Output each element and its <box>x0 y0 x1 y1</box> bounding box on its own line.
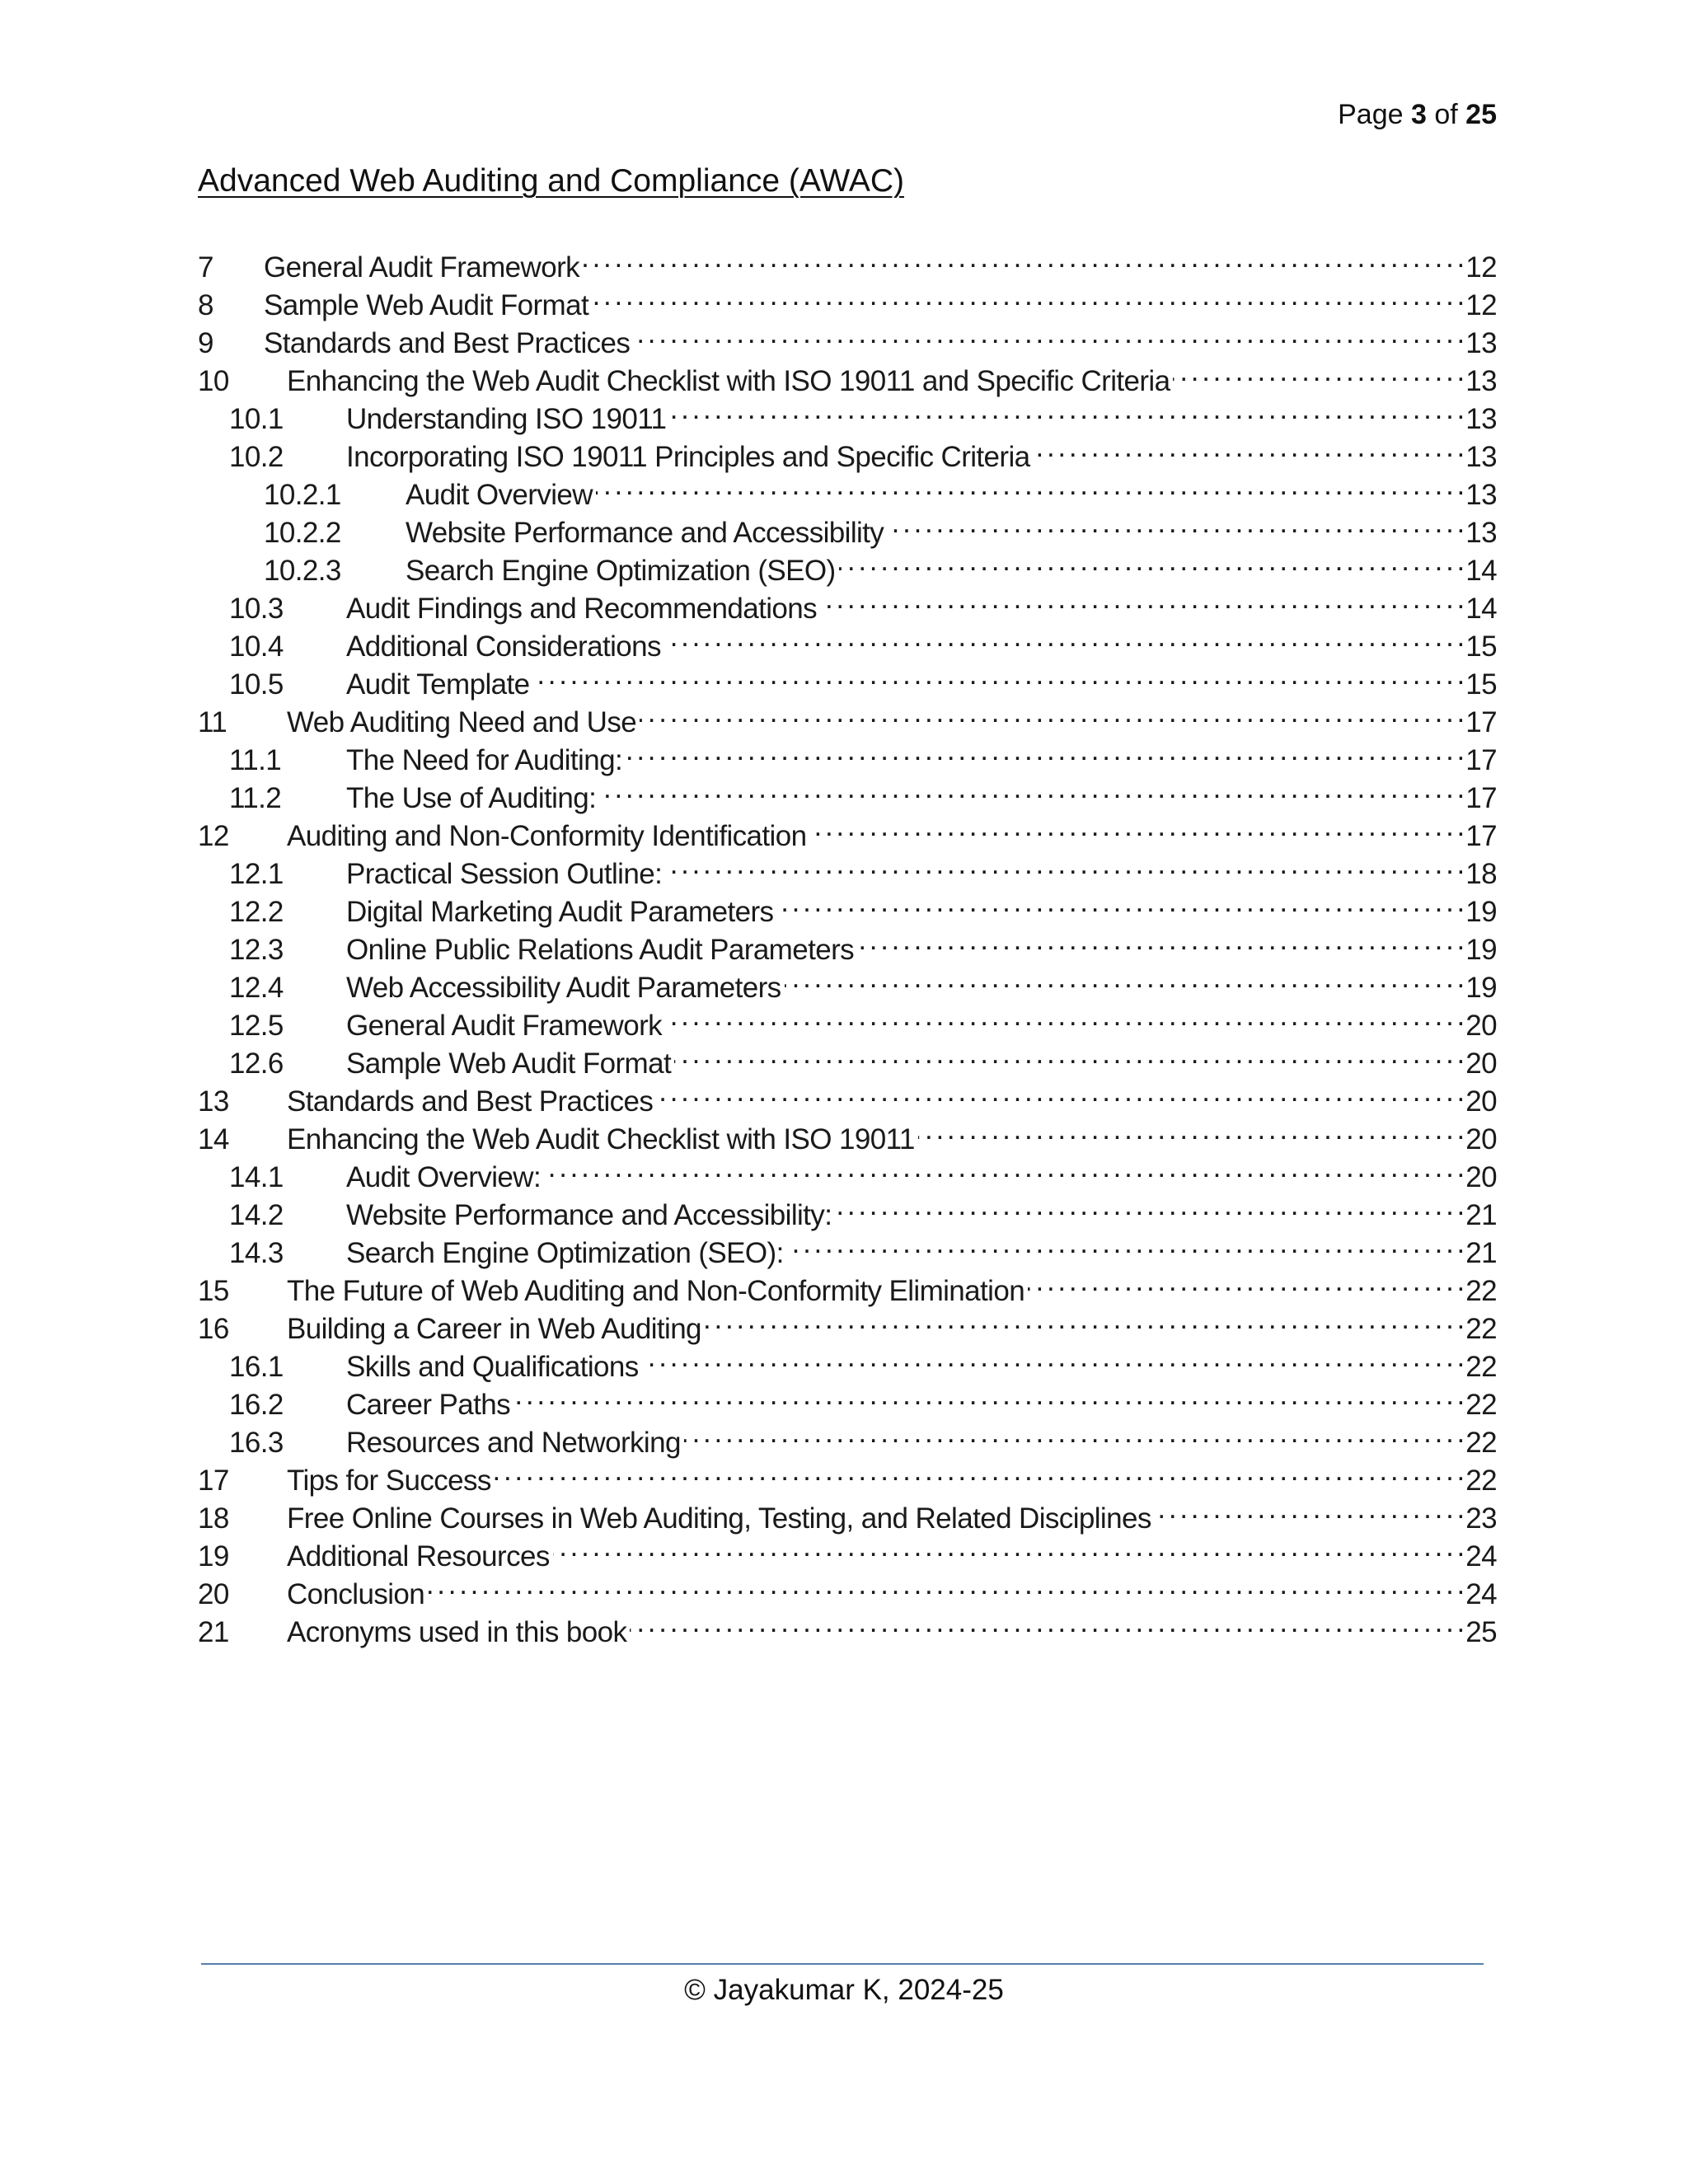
toc-entry-page: 20 <box>1465 1010 1497 1042</box>
toc-entry-title: The Need for Auditing: <box>346 744 623 776</box>
toc-entry-page: 20 <box>1465 1047 1497 1080</box>
toc-dot-leader <box>1155 1490 1463 1528</box>
toc-dot-leader <box>665 846 1462 883</box>
toc-dot-leader <box>664 618 1462 656</box>
toc-entry-title: Building a Career in Web Auditing <box>287 1313 701 1345</box>
toc-entry-title: Tips for Success <box>287 1465 491 1497</box>
toc-entry-page: 22 <box>1465 1351 1497 1383</box>
toc-dot-leader <box>633 315 1462 353</box>
toc-dot-leader <box>656 1073 1462 1111</box>
toc-dot-leader <box>857 921 1462 959</box>
toc-entry-page: 19 <box>1465 896 1497 928</box>
toc-entry-page: 20 <box>1465 1123 1497 1155</box>
toc-entry-title: General Audit Framework <box>346 1010 663 1042</box>
toc-dot-leader <box>495 1452 1462 1490</box>
toc-entry[interactable] <box>198 1035 1497 1080</box>
toc-entry-title: Audit Overview <box>406 479 593 511</box>
toc-entry-title: Free Online Courses in Web Auditing, Testing, and Related Disciplines <box>287 1502 1151 1535</box>
toc-entry-page: 24 <box>1465 1578 1497 1610</box>
toc-entry-number: 21 <box>198 1616 229 1648</box>
toc-entry[interactable] <box>198 1566 1497 1610</box>
toc-entry-number: 20 <box>198 1578 229 1610</box>
toc-entry[interactable] <box>198 997 1497 1042</box>
toc-entry[interactable] <box>198 1149 1497 1193</box>
toc-entry-page: 13 <box>1465 327 1497 359</box>
toc-entry[interactable] <box>198 239 1497 284</box>
toc-entry-page: 21 <box>1465 1199 1497 1231</box>
toc-entry-title: Practical Session Outline: <box>346 858 663 890</box>
toc-dot-leader <box>665 997 1462 1035</box>
toc-entry-page: 18 <box>1465 858 1497 890</box>
toc-entry-number: 10.2.3 <box>264 555 341 587</box>
toc-entry-title: Understanding ISO 19011 <box>346 403 667 435</box>
toc-entry-number: 12.2 <box>229 896 284 928</box>
toc-entry[interactable] <box>198 618 1497 663</box>
toc-dot-leader <box>630 1604 1462 1642</box>
toc-entry-number: 9 <box>198 327 213 359</box>
toc-entry-page: 17 <box>1465 744 1497 776</box>
toc-entry[interactable] <box>198 808 1497 852</box>
toc-entry-title: Audit Findings and Recommendations <box>346 593 818 625</box>
toc-dot-leader <box>787 1225 1463 1263</box>
toc-dot-leader <box>596 466 1462 504</box>
toc-entry-page: 13 <box>1465 403 1497 435</box>
toc-dot-leader <box>809 808 1462 846</box>
toc-entry-page: 23 <box>1465 1502 1497 1535</box>
toc-entry-page: 17 <box>1465 820 1497 852</box>
page-label: Page <box>1338 99 1404 130</box>
toc-entry-title: Audit Overview: <box>346 1161 542 1193</box>
toc-entry[interactable] <box>198 732 1497 776</box>
document-title: Advanced Web Auditing and Compliance (AWAC) <box>198 163 904 199</box>
toc-entry-number: 11 <box>198 706 227 738</box>
toc-entry-number: 16.2 <box>229 1389 284 1421</box>
toc-entry-number: 10.1 <box>229 403 284 435</box>
toc-entry-title: Search Engine Optimization (SEO): <box>346 1237 784 1269</box>
toc-entry-title: Career Paths <box>346 1389 511 1421</box>
toc-entry-page: 22 <box>1465 1427 1497 1459</box>
toc-entry-number: 12.5 <box>229 1010 284 1042</box>
page-current: 3 <box>1410 99 1427 130</box>
toc-dot-leader <box>674 1035 1462 1073</box>
toc-entry-number: 11.1 <box>229 744 282 776</box>
toc-entry-number: 12 <box>198 820 229 852</box>
toc-dot-leader <box>1034 429 1463 466</box>
toc-entry-page: 20 <box>1465 1085 1497 1118</box>
toc-entry-page: 14 <box>1465 555 1497 587</box>
toc-entry-title: Digital Marketing Audit Parameters <box>346 896 774 928</box>
toc-entry-number: 10.2.2 <box>264 517 341 549</box>
toc-entry[interactable] <box>198 1225 1497 1269</box>
toc-entry-number: 8 <box>198 289 213 321</box>
toc-entry-title: Web Accessibility Audit Parameters <box>346 972 781 1004</box>
toc-dot-leader <box>835 1187 1462 1225</box>
toc-entry[interactable] <box>198 921 1497 966</box>
toc-entry-title: Enhancing the Web Audit Checklist with ISO 19011 <box>287 1123 915 1155</box>
toc-entry-title: Resources and Networking <box>346 1427 681 1459</box>
footer-copyright: © Jayakumar K, 2024-25 <box>684 1974 1004 2006</box>
toc-entry-number: 15 <box>198 1275 229 1307</box>
toc-entry-page: 13 <box>1465 441 1497 473</box>
toc-entry[interactable] <box>198 656 1497 701</box>
toc-entry-number: 16.1 <box>229 1351 284 1383</box>
toc-entry[interactable] <box>198 1528 1497 1572</box>
toc-dot-leader <box>785 959 1463 997</box>
toc-dot-leader <box>599 770 1462 808</box>
toc-entry-title: Conclusion <box>287 1578 425 1610</box>
toc-entry-title: Incorporating ISO 19011 Principles and Specific Criteria <box>346 441 1030 473</box>
page-number <box>1338 97 1497 132</box>
toc-entry[interactable] <box>198 883 1497 928</box>
toc-entry-number: 10.5 <box>229 668 284 701</box>
toc-entry-number: 10.3 <box>229 593 284 625</box>
toc-entry-number: 16.3 <box>229 1427 284 1459</box>
toc-dot-leader <box>592 277 1462 315</box>
toc-entry-title: Audit Template <box>346 668 530 701</box>
toc-entry-number: 16 <box>198 1313 229 1345</box>
toc-entry[interactable] <box>198 770 1497 814</box>
toc-entry-number: 12.3 <box>229 934 284 966</box>
toc-entry-title: The Use of Auditing: <box>346 782 597 814</box>
toc-entry-page: 12 <box>1465 289 1497 321</box>
toc-entry[interactable] <box>198 846 1497 890</box>
toc-entry-page: 13 <box>1465 365 1497 397</box>
toc-entry-title: Auditing and Non-Conformity Identification <box>287 820 807 852</box>
toc-entry-page: 14 <box>1465 593 1497 625</box>
toc-entry-title: Website Performance and Accessibility: <box>346 1199 832 1231</box>
toc-entry-title: Standards and Best Practices <box>264 327 631 359</box>
toc-dot-leader <box>820 580 1462 618</box>
toc-dot-leader <box>669 391 1462 429</box>
toc-dot-leader <box>684 1414 1462 1452</box>
toc-dot-leader <box>887 504 1462 542</box>
footer-rule <box>201 1963 1484 1965</box>
toc-entry[interactable] <box>198 1301 1497 1345</box>
toc-dot-leader <box>544 1149 1462 1187</box>
toc-entry-number: 19 <box>198 1540 229 1572</box>
toc-entry-page: 20 <box>1465 1161 1497 1193</box>
toc-entry-page: 19 <box>1465 934 1497 966</box>
toc-entry-title: Additional Considerations <box>346 630 661 663</box>
toc-dot-leader <box>532 656 1462 694</box>
toc-entry-page: 22 <box>1465 1313 1497 1345</box>
toc-entry-page: 24 <box>1465 1540 1497 1572</box>
toc-dot-leader <box>642 1338 1463 1376</box>
toc-entry-number: 13 <box>198 1085 229 1118</box>
toc-entry-title: Acronyms used in this book <box>287 1616 627 1648</box>
toc-entry-number: 10.4 <box>229 630 284 663</box>
toc-entry-page: 17 <box>1465 782 1497 814</box>
toc-entry-number: 10 <box>198 365 229 397</box>
toc-entry[interactable] <box>198 1187 1497 1231</box>
toc-entry-title: Online Public Relations Audit Parameters <box>346 934 855 966</box>
toc-entry-number: 12.6 <box>229 1047 284 1080</box>
toc-entry-title: Enhancing the Web Audit Checklist with ISO 19011 and Specific Criteria <box>287 365 1170 397</box>
toc-entry-title: Search Engine Optimization (SEO) <box>406 555 836 587</box>
toc-entry[interactable] <box>198 1452 1497 1497</box>
toc-dot-leader <box>640 694 1462 732</box>
toc-entry[interactable] <box>198 277 1497 321</box>
toc-dot-leader <box>428 1566 1462 1604</box>
toc-dot-leader <box>776 883 1462 921</box>
page-total: 25 <box>1465 99 1497 130</box>
toc-entry-page: 13 <box>1465 479 1497 511</box>
toc-dot-leader <box>1028 1263 1462 1301</box>
toc-entry-page: 17 <box>1465 706 1497 738</box>
toc-entry-title: Additional Resources <box>287 1540 550 1572</box>
toc-entry-page: 12 <box>1465 251 1497 284</box>
toc-entry[interactable] <box>198 391 1497 435</box>
toc-entry[interactable] <box>198 429 1497 473</box>
toc-entry[interactable] <box>198 1414 1497 1459</box>
toc-entry[interactable] <box>198 580 1497 625</box>
toc-entry-title: Website Performance and Accessibility <box>406 517 884 549</box>
toc-entry-number: 12.1 <box>229 858 284 890</box>
toc-entry-number: 10.2 <box>229 441 284 473</box>
toc-entry-number: 12.4 <box>229 972 284 1004</box>
toc-entry-title: General Audit Framework <box>264 251 580 284</box>
toc-entry-page: 15 <box>1465 668 1497 701</box>
toc-dot-leader <box>1173 353 1462 391</box>
toc-dot-leader <box>583 239 1462 277</box>
toc-entry-number: 17 <box>198 1465 229 1497</box>
toc-entry[interactable] <box>198 1263 1497 1307</box>
toc-entry-number: 14.3 <box>229 1237 284 1269</box>
toc-entry[interactable] <box>198 542 1497 587</box>
toc-entry[interactable] <box>198 1604 1497 1648</box>
toc-entry-number: 14.2 <box>229 1199 284 1231</box>
toc-entry-page: 22 <box>1465 1275 1497 1307</box>
toc-entry-number: 11.2 <box>229 782 282 814</box>
toc-entry-number: 18 <box>198 1502 229 1535</box>
toc-entry[interactable] <box>198 504 1497 549</box>
toc-entry[interactable] <box>198 1073 1497 1118</box>
toc-entry-title: Standards and Best Practices <box>287 1085 654 1118</box>
toc-dot-leader <box>626 732 1462 770</box>
toc-dot-leader <box>705 1301 1462 1338</box>
toc-entry[interactable] <box>198 1376 1497 1421</box>
toc-entry-page: 21 <box>1465 1237 1497 1269</box>
toc-entry[interactable] <box>198 466 1497 511</box>
toc-entry-title: Web Auditing Need and Use <box>287 706 637 738</box>
toc-entry-page: 25 <box>1465 1616 1497 1648</box>
toc-entry[interactable] <box>198 959 1497 1004</box>
toc-entry-page: 19 <box>1465 972 1497 1004</box>
toc-dot-leader <box>513 1376 1462 1414</box>
toc-entry-number: 10.2.1 <box>264 479 341 511</box>
toc-entry-page: 13 <box>1465 517 1497 549</box>
toc-dot-leader <box>553 1528 1463 1566</box>
toc-entry-title: Skills and Qualifications <box>346 1351 639 1383</box>
toc-entry-title: The Future of Web Auditing and Non-Conformity Elimination <box>287 1275 1025 1307</box>
toc-entry-title: Sample Web Audit Format <box>346 1047 672 1080</box>
toc-entry[interactable] <box>198 694 1497 738</box>
page-of: of <box>1434 99 1458 130</box>
toc-entry[interactable] <box>198 353 1497 397</box>
toc-entry[interactable] <box>198 315 1497 359</box>
toc-entry[interactable] <box>198 1338 1497 1383</box>
toc-entry-number: 7 <box>198 251 213 284</box>
toc-entry-number: 14 <box>198 1123 229 1155</box>
toc-entry-number: 14.1 <box>229 1161 284 1193</box>
toc-entry-title: Sample Web Audit Format <box>264 289 589 321</box>
toc-entry[interactable] <box>198 1111 1497 1155</box>
toc-dot-leader <box>918 1111 1463 1149</box>
toc-entry-page: 15 <box>1465 630 1497 663</box>
toc-entry-page: 22 <box>1465 1465 1497 1497</box>
toc-dot-leader <box>839 542 1463 580</box>
toc-entry-page: 22 <box>1465 1389 1497 1421</box>
table-of-contents <box>198 239 1497 1648</box>
toc-entry[interactable] <box>198 1490 1497 1535</box>
